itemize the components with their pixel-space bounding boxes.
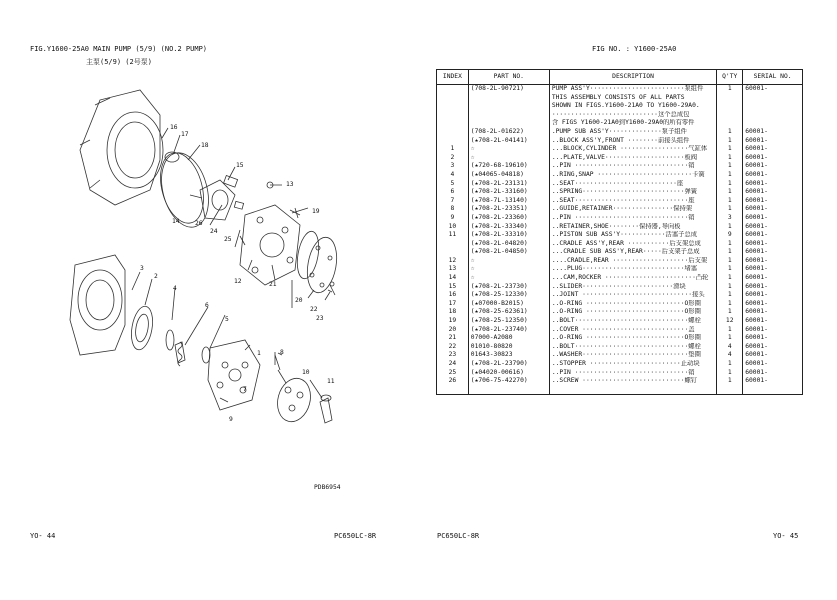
cell-desc: ..O-RING ··························O形圈 [549, 308, 716, 317]
col-qty: Q'TY [717, 70, 743, 85]
cell-desc: ..BOLT······························螺栓 [549, 317, 716, 326]
cell-desc: ..STOPPER ························止动块 [549, 360, 716, 369]
table-row [437, 369, 803, 378]
cell-part [468, 111, 549, 120]
cell-qty: 1 [717, 274, 743, 283]
cell-serial: 60001- [743, 240, 803, 249]
cell-part: (★708-25-12330) [468, 291, 549, 300]
table-row [437, 137, 803, 146]
table-row [437, 343, 803, 352]
cell-desc: ..BOLT······························螺栓 [549, 343, 716, 352]
table-row [437, 223, 803, 232]
table-row [437, 111, 803, 120]
right-page-number: YO- 45 [773, 532, 799, 540]
callout-26: 26 [195, 220, 203, 227]
cell-index: 16 [437, 291, 469, 300]
table-row [437, 180, 803, 189]
cell-desc: ..SEAT······························座 [549, 197, 716, 206]
cell-index: 15 [437, 283, 469, 292]
table-row [437, 119, 803, 128]
callout-7: 7 [243, 386, 247, 393]
callout-10: 10 [302, 369, 310, 376]
table-row [437, 231, 803, 240]
cell-qty: 1 [717, 188, 743, 197]
cell-desc: ..O-RING ··························O形圈 [549, 300, 716, 309]
right-model: PC650LC-8R [437, 532, 480, 540]
cell-qty: 4 [717, 351, 743, 360]
callout-22: 22 [310, 306, 318, 313]
cell-part: ☆ [468, 145, 549, 154]
cell-index: 4 [437, 171, 469, 180]
cell-qty [717, 102, 743, 111]
table-row [437, 171, 803, 180]
cell-serial: 60001- [743, 137, 803, 146]
fig-number: FIG NO. : Y1600-25A0 [592, 45, 677, 53]
table-row [437, 265, 803, 274]
cell-part [468, 94, 549, 103]
table-row [437, 248, 803, 257]
col-description: DESCRIPTION [549, 70, 716, 85]
cell-part: (★07000-B2015) [468, 300, 549, 309]
cell-serial: 60001- [743, 145, 803, 154]
cell-index: 9 [437, 214, 469, 223]
cell-part: (★708-2L-33340) [468, 223, 549, 232]
cell-desc: SHOWN IN FIGS.Y1600-21A0 TO Y1600-29A0. [549, 102, 716, 111]
left-model: PC650LC-8R [334, 532, 377, 540]
table-row [437, 326, 803, 335]
cell-desc: .PUMP SUB ASS'Y··············泵子组件 [549, 128, 716, 137]
cell-serial: 60001- [743, 369, 803, 378]
cell-serial: 60001- [743, 128, 803, 137]
cell-index [437, 111, 469, 120]
callout-2: 2 [154, 273, 158, 280]
callout-6: 6 [205, 302, 209, 309]
callout-25: 25 [224, 236, 232, 243]
cell-index: 2 [437, 154, 469, 163]
cell-qty: 1 [717, 205, 743, 214]
empty-cell [437, 386, 469, 395]
cell-qty: 4 [717, 343, 743, 352]
cell-desc: ...CRADLE SUB ASS'Y,REAR·····后支架子总成 [549, 248, 716, 257]
cell-serial: 60001- [743, 214, 803, 223]
cell-part [468, 102, 549, 111]
callout-5: 5 [225, 316, 229, 323]
cell-serial: 60001- [743, 308, 803, 317]
table-row [437, 145, 803, 154]
table-row [437, 334, 803, 343]
cell-index: 26 [437, 377, 469, 386]
cell-part: (★708-2L-23351) [468, 205, 549, 214]
cell-qty: 1 [717, 137, 743, 146]
cell-qty: 1 [717, 145, 743, 154]
cell-serial [743, 94, 803, 103]
cell-index: 8 [437, 205, 469, 214]
cell-desc: ..SPRING···························弹簧 [549, 188, 716, 197]
cell-qty: 1 [717, 171, 743, 180]
cell-serial: 60001- [743, 291, 803, 300]
table-row [437, 360, 803, 369]
table-row [437, 317, 803, 326]
cell-desc: ....PLUG···························堵塞 [549, 265, 716, 274]
callout-14: 14 [172, 218, 180, 225]
table-row [437, 283, 803, 292]
cell-index: 25 [437, 369, 469, 378]
cell-serial: 60001- [743, 317, 803, 326]
cell-qty: 1 [717, 85, 743, 94]
cell-part: ☆ [468, 154, 549, 163]
cell-index: 13 [437, 265, 469, 274]
cell-index: 14 [437, 274, 469, 283]
cell-part: (★708-7L-13140) [468, 197, 549, 206]
callout-15: 15 [236, 162, 244, 169]
cell-index: 24 [437, 360, 469, 369]
callout-8: 8 [280, 349, 284, 356]
cell-qty: 1 [717, 154, 743, 163]
cell-index [437, 119, 469, 128]
cell-qty [717, 119, 743, 128]
cell-part: (★708-2L-23131) [468, 180, 549, 189]
cell-qty: 1 [717, 197, 743, 206]
cell-serial: 60001- [743, 283, 803, 292]
cell-qty: 1 [717, 360, 743, 369]
callout-13: 13 [286, 181, 294, 188]
cell-qty: 1 [717, 369, 743, 378]
cell-desc: ..COVER ····························盖 [549, 326, 716, 335]
cell-desc: ..CRADLE ASS'Y,REAR ···········后支架总成 [549, 240, 716, 249]
cell-part: (★720-68-19610) [468, 162, 549, 171]
cell-desc: ...PLATE,VALVE·····················板阀 [549, 154, 716, 163]
cell-index: 22 [437, 343, 469, 352]
table-row [437, 162, 803, 171]
table-row [437, 188, 803, 197]
callout-16: 16 [170, 124, 178, 131]
cell-serial: 60001- [743, 274, 803, 283]
cell-index [437, 102, 469, 111]
cell-index [437, 85, 469, 94]
cell-qty: 1 [717, 128, 743, 137]
table-row [437, 94, 803, 103]
cell-index: 23 [437, 351, 469, 360]
table-row [437, 257, 803, 266]
cell-index: 19 [437, 317, 469, 326]
cell-qty: 1 [717, 291, 743, 300]
cell-serial: 60001- [743, 197, 803, 206]
callout-18: 18 [201, 142, 209, 149]
figure-title-chinese: 主泵(5/9) (2号泵) [86, 58, 152, 66]
cell-qty: 1 [717, 334, 743, 343]
cell-serial: 60001- [743, 154, 803, 163]
cell-serial: 60001- [743, 231, 803, 240]
cell-qty: 12 [717, 317, 743, 326]
callout-23: 23 [316, 315, 324, 322]
cell-desc: 含 FIGS Y1600-21A0到Y1600-29A0的所有零件 [549, 119, 716, 128]
table-row [437, 308, 803, 317]
cell-qty: 9 [717, 231, 743, 240]
callout-9: 9 [229, 416, 233, 423]
cell-index: 18 [437, 308, 469, 317]
callout-4: 4 [173, 285, 177, 292]
table-row [437, 351, 803, 360]
cell-desc: ..GUIDE,RETAINER················保持架 [549, 205, 716, 214]
cell-serial: 60001- [743, 223, 803, 232]
cell-part: ☆ [468, 274, 549, 283]
cell-part: (★708-2L-23730) [468, 283, 549, 292]
col-part-no: PART NO. [468, 70, 549, 85]
callout-20: 20 [295, 297, 303, 304]
cell-index [437, 240, 469, 249]
cell-index: 20 [437, 326, 469, 335]
cell-desc: THIS ASSEMBLY CONSISTS OF ALL PARTS [549, 94, 716, 103]
cell-desc: ..WASHER····························垫圈 [549, 351, 716, 360]
table-row [437, 240, 803, 249]
parts-list-table [436, 69, 803, 395]
cell-index [437, 248, 469, 257]
cell-qty: 1 [717, 162, 743, 171]
table-row [437, 197, 803, 206]
drawing-code: PDB6954 [314, 484, 341, 491]
cell-part: (708-2L-90721) [468, 85, 549, 94]
cell-part: (708-2L-01622) [468, 128, 549, 137]
col-index: INDEX [437, 70, 469, 85]
table-row [437, 377, 803, 386]
cell-serial: 60001- [743, 205, 803, 214]
cell-part: (★708-2L-04850) [468, 248, 549, 257]
cell-index: 6 [437, 188, 469, 197]
cell-serial: 60001- [743, 162, 803, 171]
cell-index: 12 [437, 257, 469, 266]
cell-part: (★708-2L-33310) [468, 231, 549, 240]
cell-part [468, 119, 549, 128]
cell-part: (★706-75-42270) [468, 377, 549, 386]
cell-index: 1 [437, 145, 469, 154]
cell-part: 01010-80820 [468, 343, 549, 352]
cell-part: (★708-2L-23740) [468, 326, 549, 335]
cell-serial: 60001- [743, 248, 803, 257]
cell-index [437, 137, 469, 146]
cell-qty [717, 111, 743, 120]
cell-qty: 1 [717, 265, 743, 274]
cell-desc: ..PISTON SUB ASS'Y············活塞子总成 [549, 231, 716, 240]
cell-qty: 3 [717, 214, 743, 223]
cell-serial [743, 119, 803, 128]
cell-desc: ····························这个总成包 [549, 111, 716, 120]
cell-part: (★708-2L-23360) [468, 214, 549, 223]
empty-cell [468, 386, 549, 395]
cell-desc: ..JOINT ·····························接头 [549, 291, 716, 300]
cell-desc: ....CRADLE,REAR ····················后支架 [549, 257, 716, 266]
cell-desc: ..SCREW ···························螺钉 [549, 377, 716, 386]
cell-qty: 1 [717, 240, 743, 249]
cell-desc: ..BLOCK ASS'Y,FRONT ········前接头组件 [549, 137, 716, 146]
cell-serial: 60001- [743, 360, 803, 369]
cell-desc: ..PIN ······························销 [549, 214, 716, 223]
cell-part: (★04020-00616) [468, 369, 549, 378]
cell-serial: 60001- [743, 351, 803, 360]
cell-desc: ...CAM,ROCKER ························凸轮 [549, 274, 716, 283]
cell-qty: 1 [717, 308, 743, 317]
table-header-row [437, 70, 803, 85]
table-row [437, 291, 803, 300]
cell-desc: ..PIN ······························销 [549, 369, 716, 378]
cell-serial: 60001- [743, 326, 803, 335]
callout-17: 17 [181, 131, 189, 138]
cell-index [437, 128, 469, 137]
cell-serial: 60001- [743, 343, 803, 352]
cell-serial: 60001- [743, 377, 803, 386]
cell-serial: 60001- [743, 300, 803, 309]
cell-part: ☆ [468, 257, 549, 266]
table-row [437, 85, 803, 94]
cell-index: 11 [437, 231, 469, 240]
table-row [437, 300, 803, 309]
cell-part: ☆ [468, 265, 549, 274]
cell-serial: 60001- [743, 171, 803, 180]
cell-serial [743, 111, 803, 120]
cell-qty: 1 [717, 248, 743, 257]
empty-cell [549, 386, 716, 395]
table-row [437, 205, 803, 214]
callout-1: 1 [257, 350, 261, 357]
cell-index: 21 [437, 334, 469, 343]
cell-part: (★708-2L-33160) [468, 188, 549, 197]
callout-24: 24 [210, 228, 218, 235]
table-row [437, 102, 803, 111]
exploded-view-drawing [60, 80, 390, 440]
cell-index [437, 94, 469, 103]
cell-desc: ..SLIDER························滑块 [549, 283, 716, 292]
cell-part: (★708-2L-04141) [468, 137, 549, 146]
cell-index: 3 [437, 162, 469, 171]
callout-3: 3 [140, 265, 144, 272]
table-row [437, 214, 803, 223]
cell-desc: PUMP ASS'Y·························泵组件 [549, 85, 716, 94]
cell-index: 17 [437, 300, 469, 309]
table-filler-row [437, 386, 803, 395]
cell-desc: ...BLOCK,CYLINDER ··················气缸体 [549, 145, 716, 154]
cell-serial: 60001- [743, 85, 803, 94]
cell-serial: 60001- [743, 265, 803, 274]
cell-qty: 1 [717, 257, 743, 266]
cell-serial: 60001- [743, 180, 803, 189]
figure-title: FIG.Y1600-25A0 MAIN PUMP (5/9) (NO.2 PUMP) [30, 45, 208, 53]
cell-desc: ..RING,SNAP ·························卡簧 [549, 171, 716, 180]
cell-serial: 60001- [743, 188, 803, 197]
cell-index: 5 [437, 180, 469, 189]
col-serial: SERIAL NO. [743, 70, 803, 85]
cell-qty: 1 [717, 377, 743, 386]
cell-qty: 1 [717, 326, 743, 335]
table-row [437, 154, 803, 163]
cell-desc: ..SEAT···························座 [549, 180, 716, 189]
callout-21: 21 [269, 281, 277, 288]
table-row [437, 274, 803, 283]
cell-part: (★708-2L-23790) [468, 360, 549, 369]
cell-part: 07000-A2080 [468, 334, 549, 343]
cell-index: 7 [437, 197, 469, 206]
cell-serial [743, 102, 803, 111]
cell-qty: 1 [717, 180, 743, 189]
cell-serial: 60001- [743, 334, 803, 343]
empty-cell [743, 386, 803, 395]
cell-qty: 1 [717, 283, 743, 292]
cell-qty: 1 [717, 300, 743, 309]
cell-index: 10 [437, 223, 469, 232]
cell-part: (★708-25-62361) [468, 308, 549, 317]
cell-qty: 1 [717, 223, 743, 232]
cell-qty [717, 94, 743, 103]
callout-12: 12 [234, 278, 242, 285]
cell-desc: ..O-RING ··························O形圈 [549, 334, 716, 343]
table-row [437, 128, 803, 137]
cell-part: 01643-30823 [468, 351, 549, 360]
callout-11: 11 [327, 378, 335, 385]
callout-19: 19 [312, 208, 320, 215]
cell-part: (★708-25-12350) [468, 317, 549, 326]
cell-part: (★04065-04818) [468, 171, 549, 180]
cell-desc: ..RETAINER,SHOE········保持器,导向板 [549, 223, 716, 232]
cell-desc: ..PIN ······························销 [549, 162, 716, 171]
cell-part: (★708-2L-04820) [468, 240, 549, 249]
left-page-number: YO- 44 [30, 532, 56, 540]
cell-serial: 60001- [743, 257, 803, 266]
empty-cell [717, 386, 743, 395]
